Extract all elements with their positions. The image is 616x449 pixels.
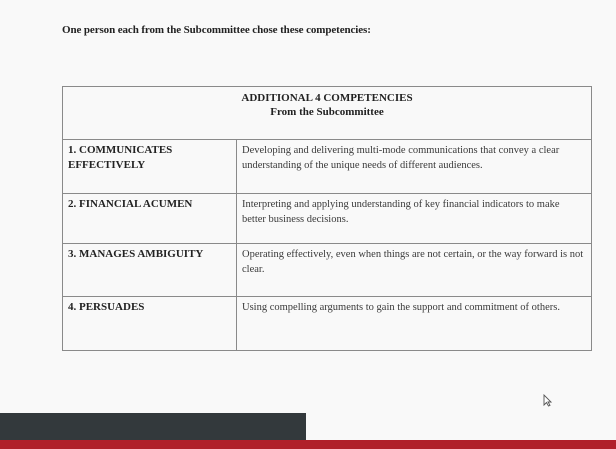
- competency-description: Interpreting and applying understanding of key financial indicators to make better business decisions.: [237, 194, 592, 244]
- table-header-cell: [63, 87, 592, 140]
- competency-name: 1. COMMUNICATES EFFECTIVELY: [63, 140, 237, 194]
- mouse-pointer-icon: [543, 394, 552, 407]
- intro-heading: One person each from the Subcommittee chose these competencies:: [62, 24, 371, 36]
- competencies-table: [62, 86, 592, 351]
- table-row: [63, 244, 592, 297]
- table-row: [63, 140, 592, 194]
- footer-dark-bar: [0, 413, 306, 440]
- table-title: ADDITIONAL 4 COMPETENCIES: [241, 92, 413, 104]
- table-row: [63, 297, 592, 351]
- competency-name: 2. FINANCIAL ACUMEN: [63, 194, 237, 244]
- competency-description: Developing and delivering multi-mode communications that convey a clear understanding of the unique needs of different audiences.: [237, 140, 592, 194]
- competency-description: Operating effectively, even when things are not certain, or the way forward is not clear.: [237, 244, 592, 297]
- table-row: [63, 194, 592, 244]
- table-header-row: [63, 87, 592, 140]
- competency-description: Using compelling arguments to gain the support and commitment of others.: [237, 297, 592, 351]
- table-subtitle: From the Subcommittee: [270, 106, 384, 118]
- competency-name: 4. PERSUADES: [63, 297, 237, 351]
- competency-name: 3. MANAGES AMBIGUITY: [63, 244, 237, 297]
- footer-red-bar: [0, 440, 616, 449]
